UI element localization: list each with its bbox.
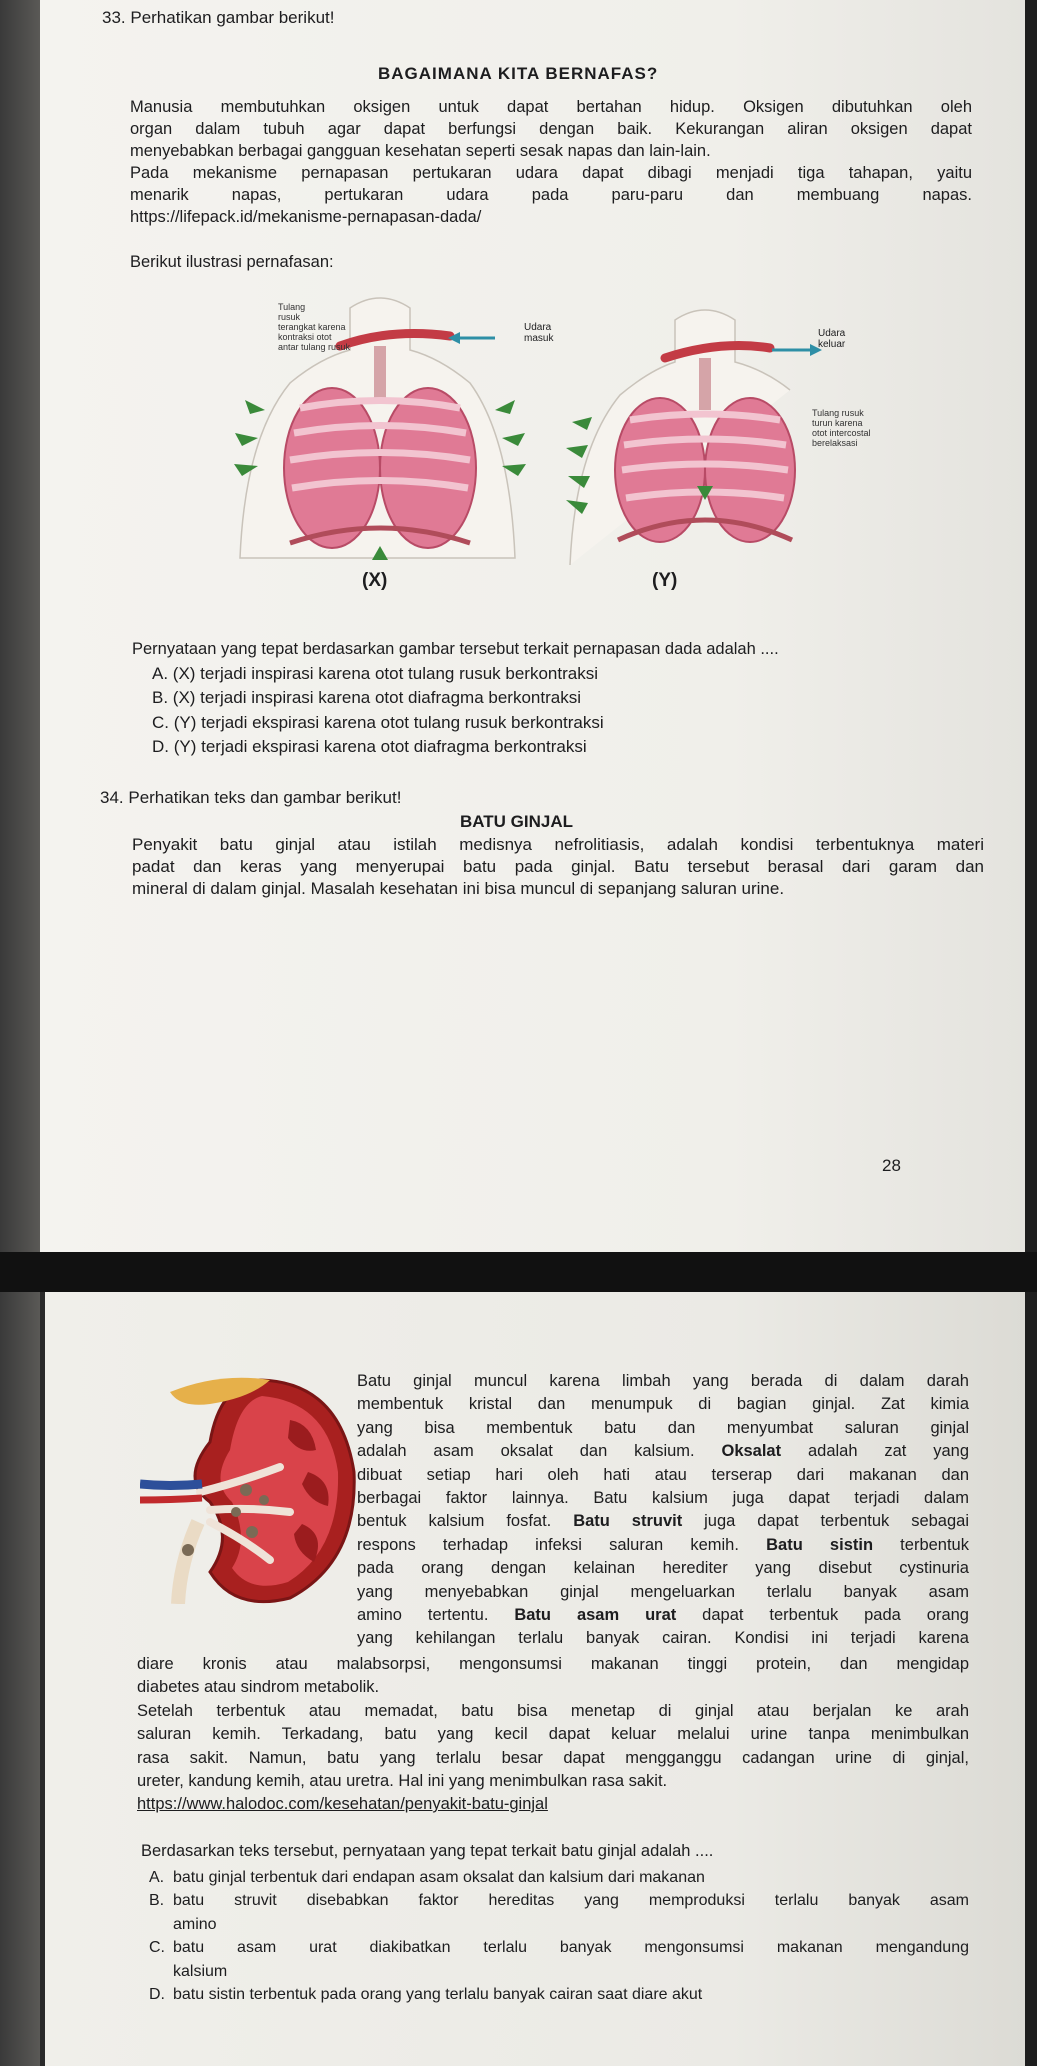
option-letter: A.	[149, 1869, 165, 1886]
kidney-line: respons terhadap infeksi saluran kemih. Batu sistin terbentuk	[357, 1535, 969, 1554]
q33-line: organ dalam tubuh agar dapat berfungsi dengan baik. Kekurangan aliran oksigen dapat	[130, 120, 972, 138]
figure-y-expiration	[560, 300, 871, 575]
kidney-line: diare kronis atau malabsorpsi, mengonsumsi makanan tinggi protein, dan mengidap	[137, 1655, 969, 1673]
kidney-line: bentuk kalsium fosfat. Batu struvit juga dapat terbentuk sebagai	[357, 1512, 969, 1531]
q33-option-b[interactable]: B. (X) terjadi inspirasi karena otot diafragma berkontraksi	[152, 688, 581, 707]
worksheet-page-28	[40, 0, 1025, 1252]
stone-type-term: Batu asam urat	[514, 1606, 677, 1625]
worksheet-page-29	[45, 1292, 1025, 2066]
option-letter: B.	[149, 1892, 165, 1910]
q34-intro	[132, 834, 984, 900]
page-left-shadow	[0, 0, 40, 2066]
stone-type-term: Oksalat	[721, 1442, 782, 1461]
figure-y-air-label	[818, 328, 845, 350]
option-text: kalsium	[173, 1962, 228, 1980]
q34-options	[149, 1866, 969, 2006]
kidney-line: yang menyebabkan ginjal mengeluarkan terlalu banyak asam	[357, 1582, 969, 1601]
stone-type-term: Batu sistin	[766, 1535, 874, 1554]
q34-option-a[interactable]	[149, 1866, 969, 1889]
q34-heading: BATU GINJAL	[460, 812, 574, 831]
kidney-line: dibuat setiap hari oleh hati atau terserap dari makanan dan	[357, 1465, 969, 1484]
air-label-line: Udara	[818, 328, 846, 339]
note-line: terangkat karena	[278, 322, 346, 332]
kidney-line: yang bisa membentuk batu dan menyumbat saluran ginjal	[357, 1418, 969, 1437]
kidney-line: diabetes atau sindrom metabolik.	[137, 1678, 380, 1697]
note-line: Tulang rusuk	[812, 408, 864, 418]
q33-source-url: https://lifepack.id/mekanisme-pernapasan-dada/	[130, 208, 482, 226]
note-line: otot intercostal	[812, 428, 871, 438]
question-34-title: 34. Perhatikan teks dan gambar berikut!	[100, 788, 402, 807]
q34-line: mineral di dalam ginjal. Masalah kesehatan ini bisa muncul di sepanjang saluran urine.	[132, 879, 785, 898]
note-line: antar tulang rusuk	[278, 342, 351, 352]
kidney-illustration	[140, 1372, 360, 1604]
kidney-text-wrapped	[357, 1370, 969, 1651]
kidney-line: ureter, kandung kemih, atau uretra. Hal ini yang menimbulkan rasa sakit.	[137, 1772, 668, 1791]
kidney-line: yang kehilangan terlalu banyak cairan. Kondisi ini terjadi karena	[357, 1629, 969, 1648]
note-line: kontraksi otot	[278, 332, 332, 342]
option-letter: D.	[149, 1986, 165, 2004]
q33-heading: BAGAIMANA KITA BERNAFAS?	[378, 64, 659, 83]
source-link[interactable]: https://www.halodoc.com/kesehatan/penyakit-batu-ginjal	[137, 1795, 548, 1813]
air-label-line: masuk	[524, 333, 554, 344]
q34-line: padat dan keras yang menyerupai batu pada ginjal. Batu tersebut berasal dari garam dan	[132, 857, 984, 876]
figure-x-rib-note	[278, 302, 350, 352]
kidney-line: berbagai faktor lainnya. Batu kalsium juga dapat terjadi dalam	[357, 1489, 969, 1508]
question-33-title: 33. Perhatikan gambar berikut!	[102, 8, 335, 27]
option-text: amino	[173, 1915, 217, 1933]
q33-line: Manusia membutuhkan oksigen untuk dapat bertahan hidup. Oksigen dibutuhkan oleh	[130, 98, 972, 116]
figure-x-label: (X)	[362, 570, 388, 591]
note-line: Tulang	[278, 302, 306, 312]
kidney-line: adalah asam oksalat dan kalsium. Oksalat adalah zat yang	[357, 1442, 970, 1461]
note-line: turun karena	[812, 418, 863, 428]
air-label-line: keluar	[818, 339, 846, 350]
q33-question: Pernyataan yang tepat berdasarkan gambar tersebut terkait pernapasan dada adalah ....	[132, 640, 779, 658]
kidney-line: saluran kemih. Terkadang, batu yang kecil dapat keluar melalui urine tanpa menimbulkan	[137, 1725, 969, 1744]
option-text: batu asam urat diakibatkan terlalu banyak mengonsumsi makanan mengandung	[173, 1939, 969, 1957]
kidney-line: rasa sakit. Namun, batu yang terlalu besar dapat mengganggu cadangan urine di ginjal,	[137, 1748, 969, 1767]
page-number: 28	[882, 1156, 901, 1175]
option-text: batu sistin terbentuk pada orang yang terlalu banyak cairan saat diare akut	[173, 1986, 703, 2004]
kidney-line: membentuk kristal dan menumpuk di bagian ginjal. Zat kimia	[357, 1395, 969, 1414]
q34-option-b[interactable]	[149, 1889, 969, 1936]
q34-line: Penyakit batu ginjal atau istilah medisnya nefrolitiasis, adalah kondisi terbentuknya materi	[132, 835, 984, 854]
figure-y-label: (Y)	[652, 570, 678, 591]
q33-option-d[interactable]: D. (Y) terjadi ekspirasi karena otot diafragma berkontraksi	[152, 737, 587, 756]
stone-type-term: Batu struvit	[573, 1512, 683, 1531]
page-right-shadow	[1025, 0, 1037, 2066]
q34-option-c[interactable]	[149, 1936, 969, 1983]
figure-x-inspiration	[220, 288, 554, 573]
q33-line: menarik napas, pertukaran udara pada paru-paru dan membuang napas.	[130, 186, 972, 204]
q33-option-a[interactable]: A. (X) terjadi inspirasi karena otot tulang rusuk berkontraksi	[152, 664, 598, 683]
q33-paragraph	[130, 96, 972, 228]
option-text: batu ginjal terbentuk dari endapan asam oksalat dan kalsium dari makanan	[173, 1869, 705, 1886]
kidney-stone-diagram	[140, 1372, 360, 1604]
air-label-line: Udara	[524, 322, 552, 333]
page-gap	[0, 1252, 1037, 1292]
kidney-line: pada orang dengan kelainan herediter yang disebut cystinuria	[357, 1559, 969, 1578]
illustration-intro: Berikut ilustrasi pernafasan:	[130, 253, 334, 271]
q34-question: Berdasarkan teks tersebut, pernyataan yang tepat terkait batu ginjal adalah ....	[141, 1842, 714, 1860]
note-line: rusuk	[278, 312, 301, 322]
kidney-line: amino tertentu. Batu asam urat dapat terbentuk pada orang	[357, 1606, 969, 1625]
option-letter: C.	[149, 1939, 165, 1957]
q34-option-d[interactable]	[149, 1983, 969, 2006]
figure-y-rib-note	[812, 408, 871, 448]
q33-line: Pada mekanisme pernapasan pertukaran udara dapat dibagi menjadi tiga tahapan, yaitu	[130, 164, 972, 182]
figure-x-air-label	[524, 322, 553, 344]
kidney-line: Batu ginjal muncul karena limbah yang berada di dalam darah	[357, 1372, 969, 1390]
note-line: berelaksasi	[812, 438, 858, 448]
option-text: batu struvit disebabkan faktor hereditas yang memproduksi terlalu banyak asam	[173, 1892, 969, 1910]
inhale-illustration	[220, 288, 540, 573]
kidney-text-full	[137, 1653, 969, 1793]
kidney-line: Setelah terbentuk atau memadat, batu bisa menetap di ginjal atau berjalan ke arah	[137, 1701, 969, 1720]
q33-option-c[interactable]: C. (Y) terjadi ekspirasi karena otot tulang rusuk berkontraksi	[152, 713, 604, 732]
q33-line: menyebabkan berbagai gangguan kesehatan seperti sesak napas dan lain-lain.	[130, 142, 711, 160]
